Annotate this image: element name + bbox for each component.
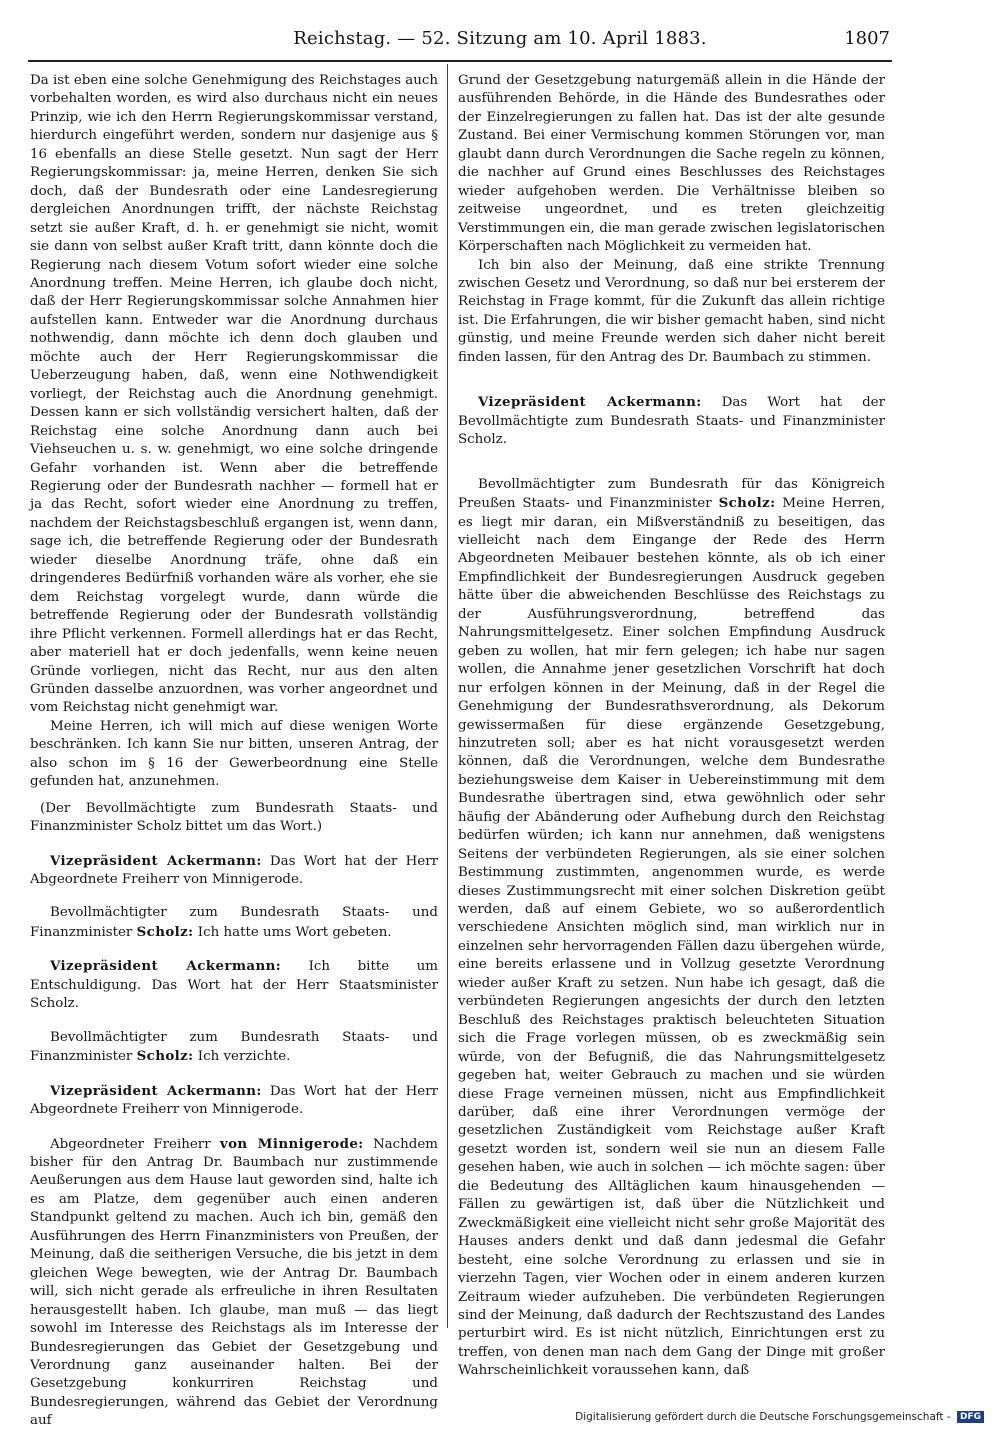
speech-text: Ich verzichte. [197,1049,291,1065]
speaker-name: Vizepräsident Ackermann: [50,1082,262,1099]
speech-text: Ich bitte um Entschuldigung. Das Wort hat der Herr Staatsminister Scholz. [30,959,438,1012]
speaker-name: von Minnigerode: [219,1135,364,1152]
speech [30,957,438,1013]
speech-text: Ich hatte ums Wort gebeten. [197,924,392,940]
speech [458,393,885,449]
speaker-name: Vizepräsident Ackermann: [478,394,702,411]
footer-credit: Digitalisierung gefördert durch die Deutsche Forschungsgemeinschaft - [575,1411,951,1423]
page-number: 1807 [844,28,890,49]
speaker-name: Scholz: [136,1048,194,1065]
header-rule [28,60,892,62]
speech-text: Das Wort hat der Bevollmächtigte zum Bundesrath Staats- und Finanzminister Scholz. [458,395,885,448]
speech-text: Das Wort hat der Herr Abgeordnete Freiherr von Minnigerode. [30,853,439,888]
speaker-title: Bevollmächtigter zum Bundesrath für das Königreich Preußen Staats- und Finanzminister [458,476,885,512]
speech [30,1029,438,1067]
speech-text: Das Wort hat der Herr Abgeordnete Freiherr von Minnigerode. [30,1083,439,1118]
speech [30,904,438,942]
paragraph: Ich bin also der Meinung, daß eine strikte Trennung zwischen Gesetz und Verordnung, so daß nur bei ersterem der Reichstag in Frage kommt, für die Zukunft das allein richtige ist. Die Erfahrungen, die wir bisher gemacht haben, sind nicht günstig, und meine Freunde werden sich daher nicht bereit finden lassen, für den Antrag des Dr. Baumbach zu stimmen. [458,257,885,365]
speech [30,1135,438,1431]
footer [575,1411,984,1423]
speech-text: Nachdem bisher für den Antrag Dr. Baumbach nur zustimmende Aeußerungen aus dem Hause laut geworden sind, halte ich es am Platze, dem gegenüber auch einen anderen Standpunkt geltend zu machen. Auch ich bin, gemäß den Ausführungen des Herrn Finanzministers von Preußen, der Meinung, daß die seitherigen Versuche, die bis jetzt in dem gleichen Wege bewegten, wie der Antrag Dr. Baumbach will, sich nicht gerade als erfreuliche in ihren Resultaten herausgestellt haben. Ich glaube, man muß — das liegt sowohl im Interesse des Reichstags als im Interesse der Bundesregierungen das Gebiet der Gesetzgebung und Verordnung ganz auseinander halten. Bei der Gesetzgebung konkurriren Reichstag und Bundesregierungen, während das Gebiet der Verordnung auf [30,1136,438,1429]
dfg-logo: DFG [957,1411,984,1423]
paragraph: Meine Herren, ich will mich auf diese wenigen Worte beschränken. Ich kann Sie nur bitten, unseren Antrag, der also schon im § 16 der Gewerbeordnung eine Stelle gefunden hat, anzunehmen. [30,718,438,790]
page-title: Reichstag. — 52. Sitzung am 10. April 1883. [293,28,707,49]
right-column [458,72,885,1381]
speaker-title: Abgeordneter Freiherr [50,1136,211,1152]
speech [30,852,438,890]
speech [458,476,885,1381]
speaker-name: Scholz: [718,495,776,512]
paragraph: Grund der Gesetzgebung naturgemäß allein in die Hände der ausführenden Behörde, in die Hände des Bundesrathes oder der Einzelregierungen zu fallen hat. Das ist der alte gesunde Zustand. Bei einer Vermischung kommen Störungen vor, man glaubt dann durch Verordnungen die Sache regeln zu können, die nachher auf Grund eines Beschlusses des Reichstages wieder aufgehoben werden. Die Verhältnisse bleiben so zeitweise ungeordnet, und es treten gleichzeitig Verstimmungen ein, die man gerade zwischen legislatorischen Körperschaften nach Möglichkeit zu vermeiden hat. [458,73,885,255]
column-divider [447,64,448,1328]
speaker-title: Bevollmächtigter zum Bundesrath Staats- und Finanzminister [30,905,438,940]
stage-direction: (Der Bevollmächtigte zum Bundesrath Staats- und Finanzminister Scholz bittet um das Wort.) [30,800,438,835]
page-header [0,28,1000,56]
speaker-name: Vizepräsident Ackermann: [50,958,282,975]
paragraph: Da ist eben eine solche Genehmigung des Reichstages auch vorbehalten worden, es wird also durchaus nicht ein neues Prinzip, wie ich den Herrn Regierungskommissar verstand, hierdurch eingeführt werden, sondern nur dasjenige aus § 16 ebenfalls an diese Stelle gesetzt. Nun sagt der Herr Regierungskommissar: ja, meine Herren, denken Sie sich doch, daß der Bundesrath oder eine Landesregierung dergleichen Anordnungen trifft, der nächste Reichstag setzt sie außer Kraft, d. h. er genehmigt sie nicht, womit sie dann von selbst außer Kraft tritt, dann könnte doch die Regierung nach diesem Votum sofort wieder eine solche Anordnung treffen. Meine Herren, ich glaube doch nicht, daß der Herr Regierungskommissar solche Annahmen hier aufstellen kann. Entweder war die Anordnung durchaus nothwendig, dann möchte ich denn doch glauben und möchte auch der Herr Regierungskommissar die Ueberzeugung haben, daß, wenn eine Nothwendigkeit vorliegt, der Reichstag auch die Anordnung genehmigt. Dessen kann er sich vollständig versichert halten, daß der Reichstag eine solche Anordnung dann auch bei Viehseuchen u. s. w. genehmigt, wo eine solche dringende Gefahr vorhanden ist. Wenn aber die betreffende Regierung oder der Bundesrath nachher — formell hat er ja das Recht, sofort wieder eine Anordnung zu treffen, nachdem der Reichstagsbeschluß ergangen ist, wenn dann, sage ich, die betreffende Regierung oder der Bundesrath wieder dieselbe Anordnung träfe, ohne daß ein dringenderes Bedürfniß vorhanden wäre als vorher, ehe sie dem Reichstag vorgelegt wurde, dann würde die betreffende Regierung oder der Bundesrath vollständig ihre Pflicht verkennen. Formell allerdings hat er das Recht, aber materiell hat er doch jedenfalls, wenn keine neuen Gründe vorliegen, nicht das Recht, nur aus den alten Gründen dasselbe anzuordnen, was vorher angeordnet und vom Reichstag nicht genehmigt war. [30,73,438,716]
left-column [30,72,438,1431]
speaker-title: Bevollmächtigter zum Bundesrath Staats- und Finanzminister [30,1029,438,1065]
speaker-name: Vizepräsident Ackermann: [50,852,262,869]
speech [30,1082,438,1120]
speech-text: Meine Herren, es liegt mir daran, ein Mißverständniß zu beseitigen, das vielleicht nach dem Eingange der Rede des Herrn Abgeordneten Meibauer bestehen könnte, als ob ich einer Empfindlichkeit der Bundesregierungen Ausdruck gegeben hätte über die abweichenden Beschlüsse des Reichstags zu der Ausführungsverordnung, betreffend das Nahrungsmittelgesetz. Einer solchen Empfindung Ausdruck geben zu wollen, hat mir fern gelegen; ich habe nur sagen wollen, die Annahme jener gesetzlichen Vorschrift hat doch nur erfolgen können in der Meinung, daß in der Regel die Genehmigung der Bundesrathsverordnung, als Dekorum gewissermaßen für diese ergänzende Gesetzgebung, hinzutreten soll; aber es hat nicht vorausgesetzt werden können, daß die Verordnungen, welche dem Bundesrathe beziehungsweise dem Kaiser in Uebereinstimmung mit dem Bundesrathe übertragen sind, etwa gewöhnlich oder sehr häufig der Abänderung oder Aufhebung durch den Reichstag bedürfen würden; ich kann nur annehmen, daß wenigstens Seitens der verbündeten Regierungen, als sie einer solchen Bestimmung zustimmten, angenommen wurde, es werde dieses Zustimmungsrecht mit einer solchen Diskretion geübt werden, daß auf einem Gebiete, wo so außerordentlich verschiedene Ansichten möglich sind, man wirklich nur in einzelnen sehr hervorragenden Fällen dazu übergehen würde, eine bereits erlassene und in Vollzug gesetzte Verordnung wieder außer Kraft zu setzen. Nun habe ich gesagt, daß die verbündeten Regierungen angesichts der durch den letzten Beschluß des Reichstages praktisch beleuchteten Situation sich die Frage vorlegen müssen, ob es zweckmäßig sein würde, von der Befugniß, die das Nahrungsmittelgesetz gegeben hat, weiter Gebrauch zu machen und sie würden diese Frage verneinen müssen, nicht aus Empfindlichkeit darüber, daß eine ihrer Verordnungen vermöge der gesetzlichen Zuständigkeit vom Reichstage außer Kraft gesetzt worden ist, sondern weil sie nun an diesem Falle gesehen haben, wie auch in solchen — ich möchte sagen: über die Bedeutung des Alltäglichen kaum hinausgehenden — Fällen zu gewärtigen ist, daß über die Nützlichkeit und Zweckmäßigkeit eine vielleicht nicht sehr große Majorität des Hauses anders denkt und daß dann jedesmal die Gefahr besteht, eine solche Verordnung zu erlassen und sie in vierzehn Tagen, vier Wochen oder in einem anderen kurzen Zeitraum wieder aufzuheben. Die verbündeten Regierungen sind der Meinung, daß dadurch der Rechtszustand des Landes perturbirt wird. Es ist nicht nützlich, Einrichtungen erst zu treffen, von denen man nach dem Gang der Dinge mit großer Wahrscheinlichkeit voraussehen kann, daß [458,496,886,1379]
speaker-name: Scholz: [136,923,194,940]
